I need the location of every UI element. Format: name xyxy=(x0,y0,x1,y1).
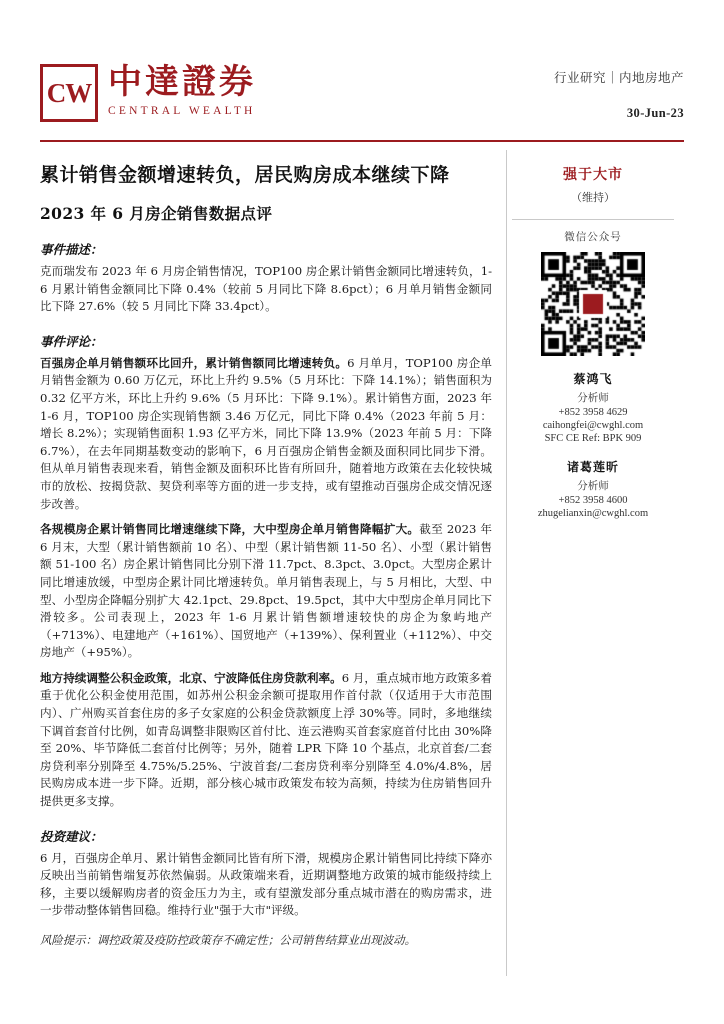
paragraph: 百强房企单月销售额环比回升，累计销售额同比增速转负。6 月单月，TOP100 房企单月销售金额为 0.60 万亿元，环比上升约 9.5%（5 月环比：下降 14.1%）；销售面积为 0.32 亿平方米，环比上升约 9.6%（5 月环比：下降 9.1%）。累计销售方面，2023 年 1-6 月，TOP100 房企实现销售额 3.46 万亿元，同比下降 0.4%（2023 年前 5 月：增长 8.2%）；实现销售面积 1.93 亿平方米，同比下降 13.9%（2023 年前 5 月：下降 6.7%），在去年同期基数变动的影响下，6 月百强房企销售金额及面积同比同步下滑。但从单月销售表现来看，销售金额及面积环比皆有所回升，随着地方政策在去化较快城市的放松、按揭贷款、契贷利率等方面的进一步支持，或有望推动百强房企成交情况逐步改善。 xyxy=(40,355,492,511)
logo-mark-icon: CW xyxy=(40,64,98,122)
section-heading-investment-advice: 投资建议： xyxy=(40,828,103,844)
analyst-phone: +852 3958 4629 xyxy=(558,407,628,418)
wechat-label: 微信公众号 xyxy=(564,231,622,243)
wechat-qr-code xyxy=(541,252,645,356)
analyst-name: 蔡鸿飞 xyxy=(573,372,613,386)
main-content xyxy=(40,150,492,1006)
analyst-license: SFC CE Ref: BPK 909 xyxy=(544,433,642,444)
page-subtitle: 2023 年 6 月房企销售数据点评 xyxy=(40,204,273,223)
paragraph: 地方持续调整公积金政策，北京、宁波降低住房贷款利率。6 月，重点城市地方政策多着重于优化公积金使用范围，如苏州公积金余额可提取用作首付款（仅适用于大市范围内）、广州购买首套住房的多子女家庭的公积金贷款额度上浮 30%等。同时，多地继续下调首套首付比例，如青岛调整非限购区首付比、连云港购买首套家庭首付比由 30%降至 20%、毕节降低二套首付比例等；另外，随着 LPR 下降 10 个基点，北京首套/二套房贷利率分别降至 4.75%/5.25%、宁波首套/二套房贷利率分别降至 4.0%/4.8%，居民购房成本进一步下降。近期，部分核心城市政策发布较为高频，持续为住房销售回升提供更多支撑。 xyxy=(40,670,492,809)
header-divider xyxy=(40,140,684,142)
sidebar xyxy=(502,150,684,1006)
paragraph: 各规模房企累计销售同比增速继续下降，大中型房企单月销售降幅扩大。截至 2023 年 6 月末，大型（累计销售额前 10 名）、中型（累计销售额 11-50 名）、小型（累计销售额 51-100 名）房企累计销售同比分别下滑 11.7pct、8.3pct、3.0pct。大型房企累计同比增速放缓，中型房企累计同比增速转负。单月销售表现上，与 5 月相比，大型、中型、小型房企降幅分别扩大 42.1pct、29.8pct、19.5pct，其中大中型房企单月同比下滑较多。公司表现上，2023 年 1-6 月累计销售额增速较快的房企为象屿地产（+713%）、电建地产（+161%）、国贸地产（+139%）、保利置业（+112%）、中交房地产（+95%）。 xyxy=(40,522,492,660)
report-date: 30-Jun-23 xyxy=(626,106,684,120)
analyst-name: 诸葛莲昕 xyxy=(566,460,619,474)
brand-name-cn: 中達證券 xyxy=(108,62,256,102)
page-header xyxy=(40,62,684,134)
analyst-role: 分析师 xyxy=(577,392,609,404)
paragraph: 6 月，百强房企单月、累计销售金额同比皆有所下滑，规模房企累计销售同比持续下降亦反映出当前销售端复苏依然偏弱。从政策端来看，近期调整地方政策的城市能级持续上移，主要以缓解购房者的资金压力为主，或有望激发部分重点城市潜在的购房需求，进一步带动整体销售回稳。维持行业"强于大市"评级。 xyxy=(40,850,492,918)
rating-status: （维持） xyxy=(571,191,615,204)
analyst-card xyxy=(502,458,684,519)
analyst-role: 分析师 xyxy=(577,480,609,492)
analyst-email[interactable]: zhugelianxin@cwghl.com xyxy=(537,508,649,519)
brand-logo xyxy=(40,62,256,122)
section-heading-event-description: 事件描述： xyxy=(40,242,103,257)
industry-label: 行业研究｜内地房地产 xyxy=(553,70,684,85)
page-title: 累计销售金额增速转负，居民购房成本继续下降 xyxy=(40,164,450,186)
analyst-email[interactable]: caihongfei@cwghl.com xyxy=(542,420,644,431)
analyst-card xyxy=(502,370,684,444)
paragraph: 克而瑞发布 2023 年 6 月房企销售情况，TOP100 房企累计销售金额同比增速转负，1-6 月累计销售金额同比下降 0.4%（较前 5 月同比下降 8.6pct）；6 月单月销售金额同比下降 27.6%（较 5 月同比下降 33.4pct）。 xyxy=(40,264,492,314)
risk-note: 风险提示：调控政策及疫防控政策存不确定性；公司销售结算业出现波动。 xyxy=(40,933,416,947)
page-body xyxy=(40,150,684,1006)
analyst-phone: +852 3958 4600 xyxy=(558,495,628,506)
brand-name-en: CENTRAL WEALTH xyxy=(108,105,256,117)
brand-text xyxy=(108,62,256,117)
header-meta xyxy=(554,68,684,121)
section-heading-event-comment: 事件评论： xyxy=(40,333,103,349)
rating-badge: 强于大市 xyxy=(563,167,623,183)
sidebar-divider xyxy=(512,219,674,220)
